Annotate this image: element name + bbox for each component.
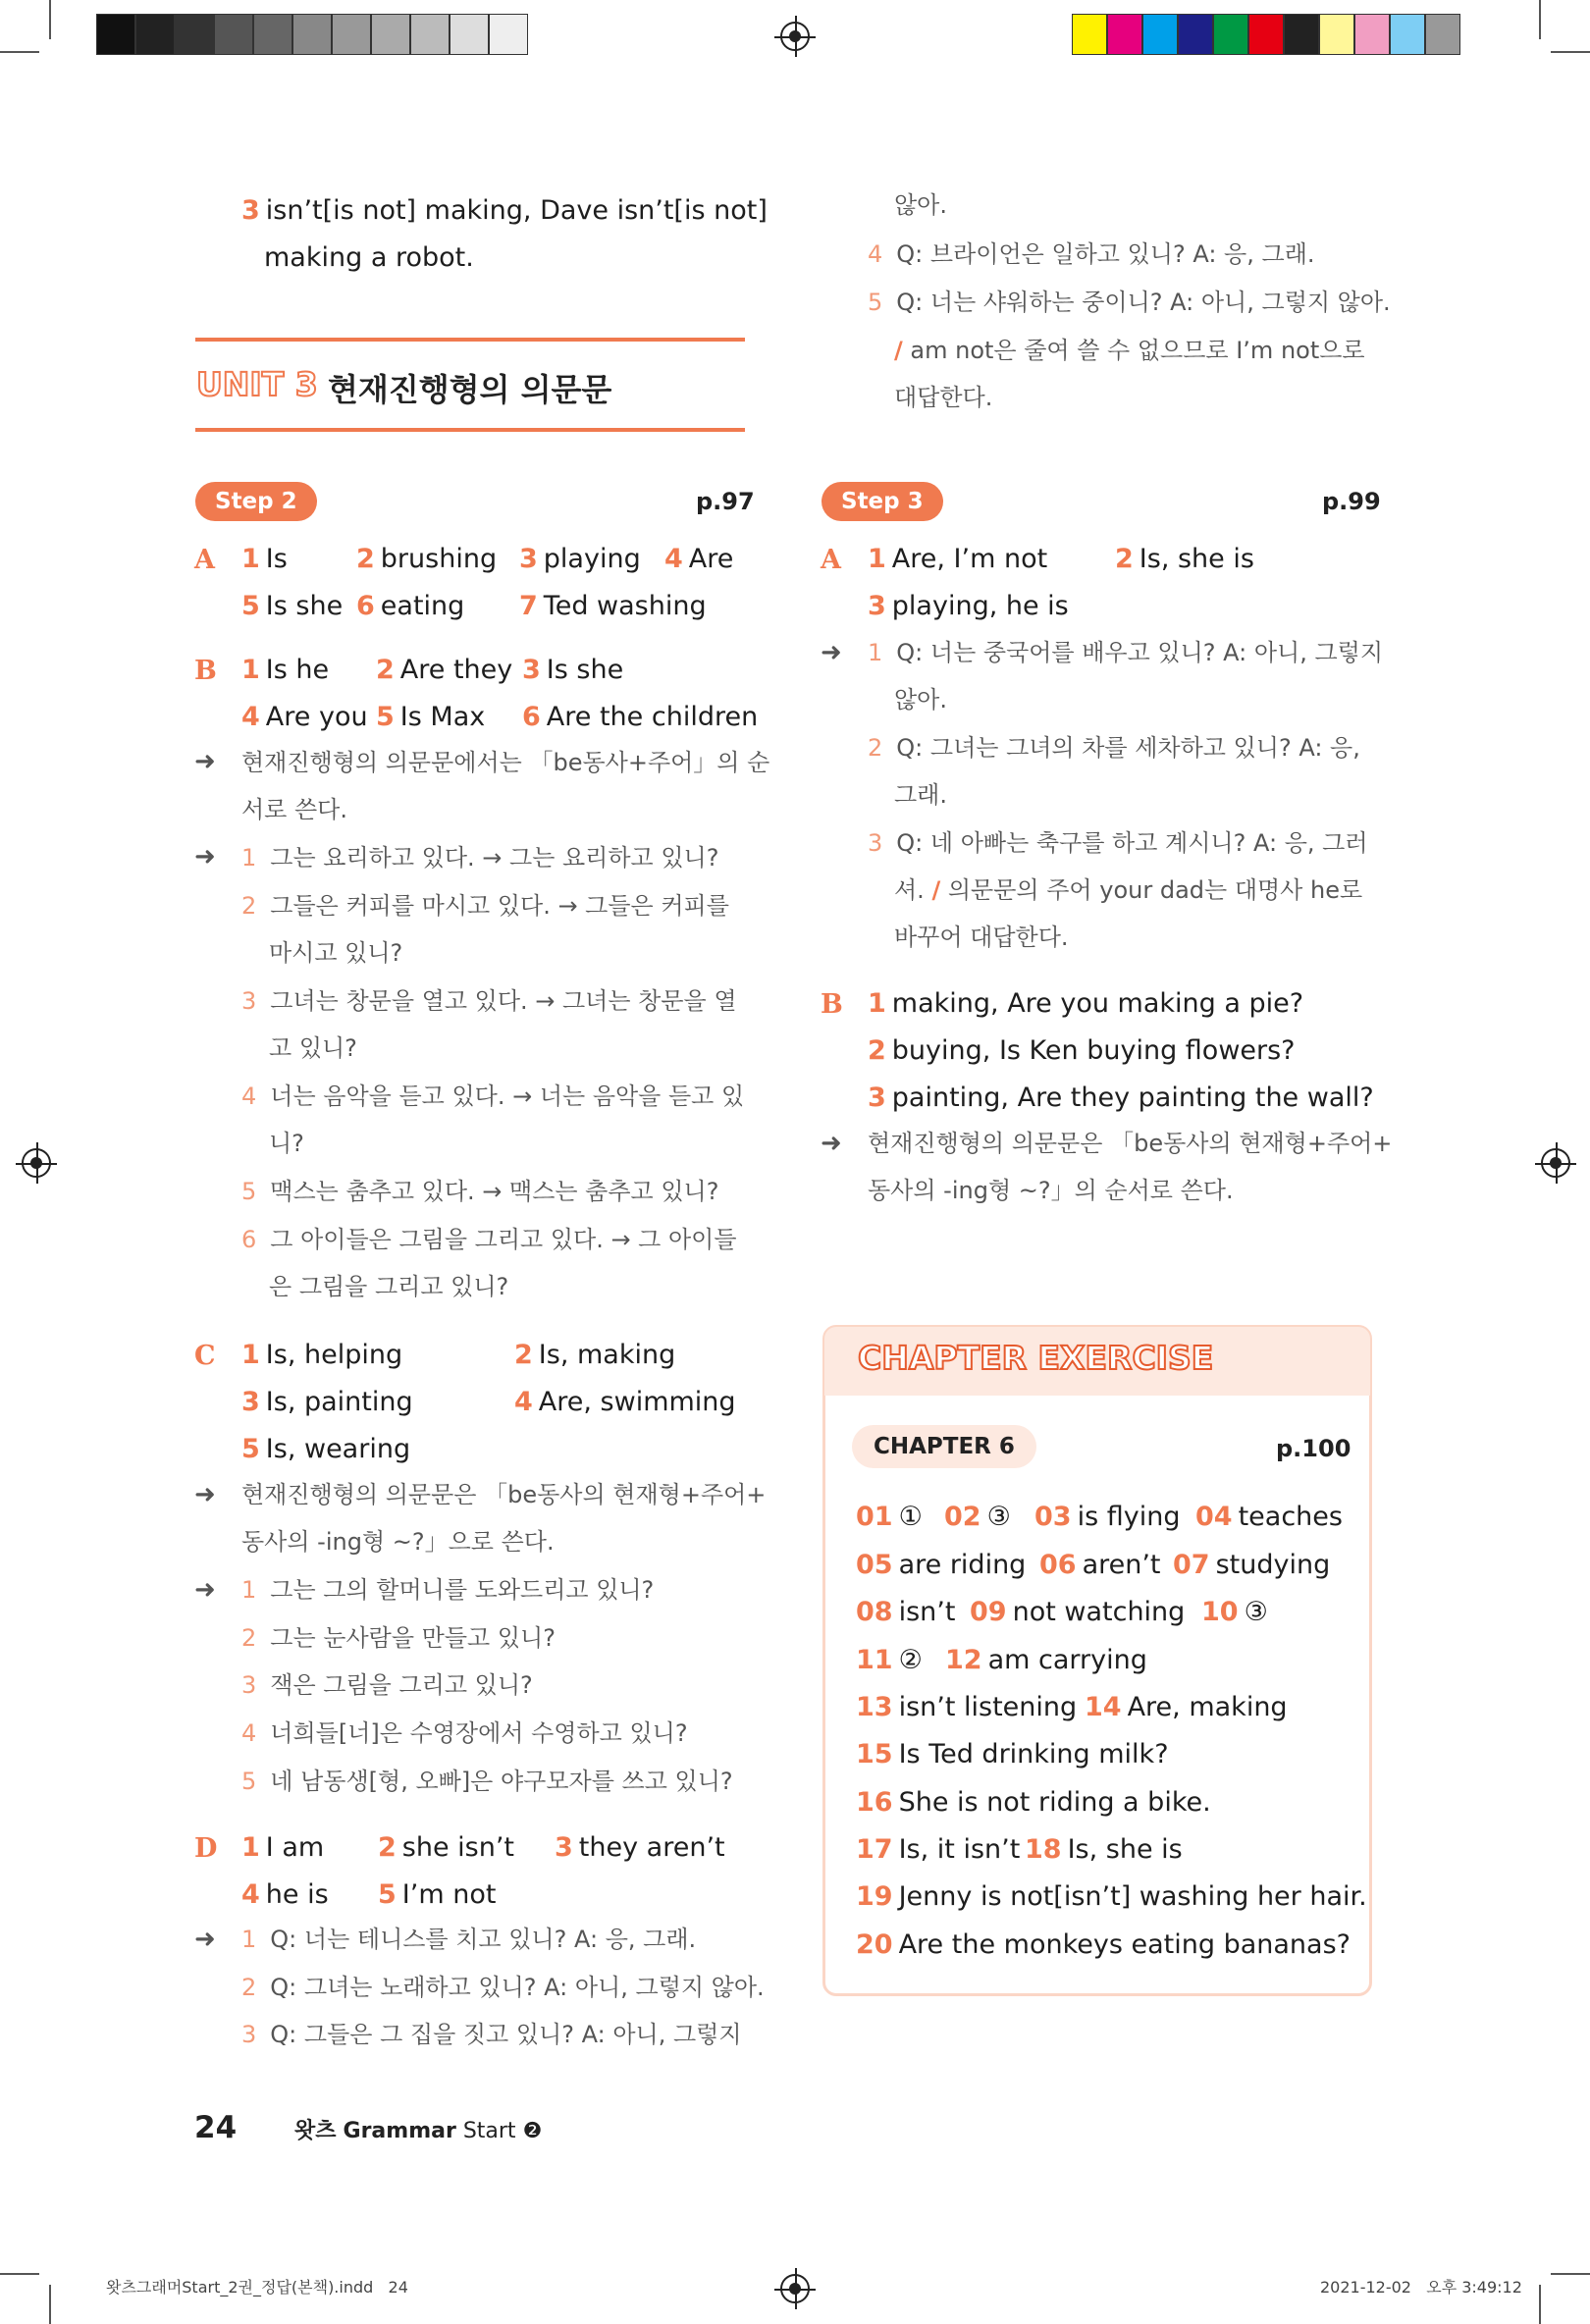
translation-line: 1 그는 그의 할머니를 도와드리고 있니? [241,1576,655,1604]
translation-line: 2 그는 눈사람을 만들고 있니? [241,1624,556,1652]
section-letter: A [821,545,841,575]
answer-item: 4 Are you [241,702,368,732]
answer-item: 08 isn’t [856,1597,956,1627]
translation-line: 3 그녀는 창문을 열고 있다. → 그녀는 창문을 열 [241,987,737,1015]
section-letter: A [194,545,215,575]
translation-line: 4 너는 음악을 듣고 있다. → 너는 음악을 듣고 있 [241,1083,745,1110]
translation-line: 고 있니? [269,1034,357,1062]
note-line: 서로 쓴다. [241,796,347,823]
answer-item: 07 studying [1173,1550,1331,1580]
answer-item: 2 buying, Is Ken buying flowers? [868,1035,1296,1066]
translation-line: / am not은 줄여 쓸 수 없으므로 I’m not으로 [894,337,1365,364]
answer-item: 10 ③ [1201,1597,1268,1627]
answer-item: 09 not watching [970,1597,1186,1627]
answer-item: 11 ② [856,1645,923,1675]
registration-mark-icon [780,22,810,51]
chapter-label: CHAPTER 6 [852,1425,1036,1468]
answer-item: 06 aren’t [1039,1550,1161,1580]
translation-line: 대답한다. [894,384,993,411]
answer-item: 3 playing [519,544,641,574]
translation-line: 1 Q: 너는 테니스를 치고 있니? A: 응, 그래. [241,1926,697,1953]
step2-page: p.97 [696,488,755,515]
translation-line: 3 Q: 네 아빠는 축구를 하고 계시니? A: 응, 그러 [868,829,1368,857]
answer-item: 2 Is, she is [1115,544,1254,574]
answer-item: 12 am carrying [945,1645,1147,1675]
translation-line: 1 그는 요리하고 있다. → 그는 요리하고 있니? [241,844,719,872]
answer-item: 1 making, Are you making a pie? [868,988,1304,1019]
answer-item: 5 I’m not [378,1879,497,1910]
translation-line: 5 Q: 너는 샤워하는 중이니? A: 아니, 그렇지 않아. [868,289,1391,316]
section-letter: D [194,1833,218,1864]
translation-line: 2 Q: 그녀는 그녀의 차를 세차하고 있니? A: 응, [868,734,1360,762]
translation-line: 4 Q: 브라이언은 일하고 있니? A: 응, 그래. [868,240,1315,268]
answer-item: 04 teaches [1195,1502,1343,1532]
section-letter: B [821,989,843,1020]
answer-item: 2 Is, making [514,1340,676,1370]
answer-item: 01 ① [856,1502,923,1532]
note-line: 현재진행형의 의문문은 「be동사의 현재형+주어+ [868,1130,1393,1157]
answer-item: 3 Is she [522,655,624,685]
book-title: 왓츠 Grammar Start ❷ [294,2119,543,2143]
arrow-icon: ➜ [194,1480,216,1509]
translation-line: 은 그림을 그리고 있니? [269,1273,509,1300]
translation-line: 3 잭은 그림을 그리고 있니? [241,1671,533,1699]
answer-item: 13 isn’t listening [856,1692,1078,1722]
translation-line: 2 Q: 그녀는 노래하고 있니? A: 아니, 그렇지 않아. [241,1974,765,2001]
chapter-exercise-title: CHAPTER EXERCISE [858,1339,1214,1377]
crop-mark [0,51,39,53]
translation-line: 2 그들은 커피를 마시고 있다. → 그들은 커피를 [241,892,729,920]
answer-item: 5 Is Max [376,702,486,732]
section-letter: B [194,656,217,686]
crop-mark [1551,51,1590,53]
answer-item: 16 She is not riding a bike. [856,1787,1211,1818]
answer-item: 5 Is she [241,591,344,621]
translation-line: 마시고 있니? [269,939,403,967]
answer-item: 1 I am [241,1832,325,1863]
registration-mark-icon [780,2274,810,2303]
crop-mark [49,2285,51,2324]
registration-mark-icon [1541,1148,1570,1178]
answer-item: 2 she isn’t [378,1832,515,1863]
translation-line: 6 그 아이들은 그림을 그리고 있다. → 그 아이들 [241,1226,737,1253]
arrow-icon: ➜ [821,638,842,667]
answer-item: 1 Is, helping [241,1340,403,1370]
translation-line: 않아. [894,191,947,219]
translation-line: 셔. / 의문문의 주어 your dad는 대명사 he로 [894,876,1363,904]
answer-item: 5 Is, wearing [241,1434,411,1464]
answer-item: 7 Ted washing [519,591,707,621]
arrow-icon: ➜ [194,1925,216,1954]
answer-item: 17 Is, it isn’t [856,1834,1021,1865]
answer-item: 2 brushing [356,544,498,574]
translation-line: 5 네 남동생[형, 오빠]은 야구모자를 쓰고 있니? [241,1768,733,1795]
slug-date: 2021-12-02 오후 3:49:12 [1320,2278,1522,2297]
unit-rule [195,428,745,432]
translation-line: 4 너희들[너]은 수영장에서 수영하고 있니? [241,1719,688,1747]
translation-line: 5 맥스는 춤추고 있다. → 맥스는 춤추고 있니? [241,1178,719,1205]
unit-label: UNIT 3 [196,365,318,403]
answer-item: 4 he is [241,1879,329,1910]
arrow-icon: ➜ [194,747,216,776]
answer-item: 6 eating [356,591,465,621]
answer-line: making a robot. [264,242,474,273]
note-line: 현재진행형의 의문문은 「be동사의 현재형+주어+ [241,1481,767,1508]
crop-mark [1539,0,1541,39]
section-letter: C [194,1341,216,1371]
registration-mark-icon [22,1148,51,1178]
chapter-page: p.100 [1276,1435,1352,1462]
step2-badge: Step 2 [195,482,317,521]
answer-item: 18 Is, she is [1025,1834,1183,1865]
answer-item: 15 Is Ted drinking milk? [856,1739,1169,1769]
crop-mark [0,2273,39,2275]
unit-title: 현재진행형의 의문문 [328,371,612,408]
step3-page: p.99 [1322,488,1381,515]
answer-item: 03 is flying [1034,1502,1181,1532]
slug-filename: 왓츠그래머Start_2권_정답(본책).indd 24 [106,2278,408,2297]
answer-line: 3 isn’t[is not] making, Dave isn’t[is not] [241,195,768,226]
page-number: 24 [194,2110,238,2145]
answer-item: 4 Are, swimming [514,1387,736,1417]
answer-item: 2 Are they [376,655,513,685]
answer-item: 1 Is [241,544,288,574]
crop-mark [1551,2273,1590,2275]
translation-line: 않아. [894,686,947,713]
crop-mark [1539,2285,1541,2324]
translation-line: 1 Q: 너는 중국어를 배우고 있니? A: 아니, 그렇지 [868,639,1384,666]
note-line: 현재진행형의 의문문에서는 「be동사+주어」의 순 [241,749,770,776]
answer-item: 20 Are the monkeys eating bananas? [856,1929,1351,1960]
translation-line: 그래. [894,781,947,809]
answer-item: 3 they aren’t [555,1832,725,1863]
translation-line: 니? [269,1130,304,1157]
crop-mark [49,0,51,39]
answer-item: 02 ③ [944,1502,1011,1532]
answer-item: 3 Is, painting [241,1387,413,1417]
answer-item: 6 Are the children [522,702,759,732]
answer-item: 4 Are [664,544,734,574]
answer-item: 3 painting, Are they painting the wall? [868,1083,1374,1113]
arrow-icon: ➜ [194,842,216,872]
step3-badge: Step 3 [822,482,943,521]
arrow-icon: ➜ [821,1129,842,1158]
translation-line: 바꾸어 대답한다. [894,924,1069,951]
answer-item: 3 playing, he is [868,591,1069,621]
note-line: 동사의 -ing형 ~?」으로 쓴다. [241,1528,555,1556]
translation-line: 3 Q: 그들은 그 집을 짓고 있니? A: 아니, 그렇지 [241,2021,742,2048]
answer-item: 1 Is he [241,655,330,685]
answer-item: 1 Are, I’m not [868,544,1048,574]
unit-rule [195,338,745,342]
note-line: 동사의 -ing형 ~?」의 순서로 쓴다. [868,1177,1234,1204]
arrow-icon: ➜ [194,1575,216,1605]
answer-item: 14 Are, making [1085,1692,1288,1722]
answer-item: 19 Jenny is not[isn’t] washing her hair. [856,1881,1367,1912]
answer-item: 05 are riding [856,1550,1027,1580]
